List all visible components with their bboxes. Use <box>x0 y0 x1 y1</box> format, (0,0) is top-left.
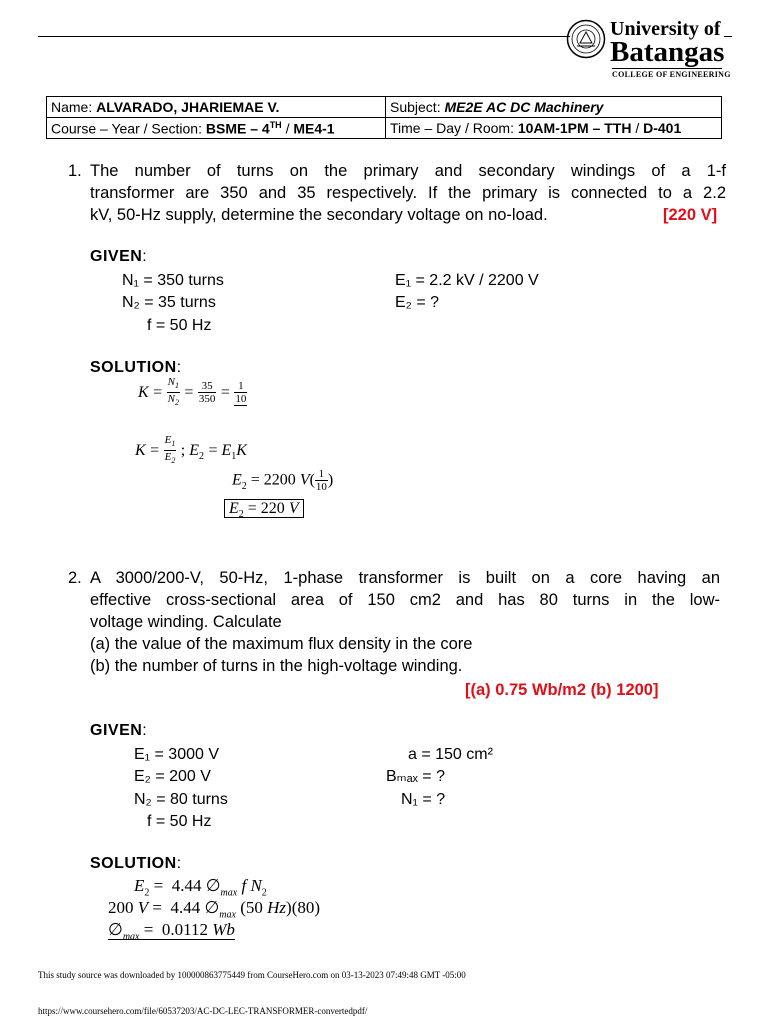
p2-eq-emf-formula: $E_2 = 4.44$ $\emptyset_{max}$ f $N_2$ <box>134 876 267 899</box>
p1-given-n1: N₁ = 350 turns <box>122 272 224 289</box>
problem2-given-heading: GIVEN: <box>90 722 148 739</box>
p2-given-bmax: Bₘₐₓ = ? <box>386 768 445 785</box>
student-info-table <box>46 96 722 139</box>
p2-given-n2: N₂ = 80 turns <box>134 791 228 808</box>
p2-given-e1: E₁ = 3000 V <box>134 746 220 763</box>
room-value: D-401 <box>643 120 682 136</box>
section-value: ME4-1 <box>293 120 335 137</box>
problem1-line3: kV, 50-Hz supply, determine the secondary voltage on no-load. <box>90 206 548 224</box>
subject-cell: Subject: ME2E AC DC Machinery <box>386 97 722 118</box>
p1-eq-k-ratio: K = $\frac{N_1}{N_2}$ = $\frac{35}{350}$ = $\frac{1}{10}$ <box>138 376 247 408</box>
p2-eq-flux-result: $\emptyset_{max} = 0.0112$ Wb <box>108 920 235 943</box>
time-cell: Time – Day / Room: 10AM-1PM – TTH / D-401 <box>386 118 722 139</box>
subject-name: ME2E AC DC Machinery <box>444 99 604 115</box>
problem1-line2: transformer are 350 and 35 respectively. If the primary is connected to a 2.2 <box>90 184 726 202</box>
university-seal-icon <box>566 19 606 59</box>
header-rule-tail <box>724 36 732 37</box>
university-name-line1: University of <box>610 18 721 40</box>
p1-eq-result-box: $E_2 = 220$ V <box>224 500 304 520</box>
p1-given-e2: E₂ = ? <box>395 294 440 311</box>
problem1-number: 1. <box>68 162 82 180</box>
problem2-number: 2. <box>68 569 82 587</box>
university-name-line2: Batangas <box>610 36 725 68</box>
problem1-answer: [220 V] <box>663 206 718 224</box>
p2-eq-emf-sub: 200 V = 4.44 $\emptyset_{max}$ (50 Hz)(80) <box>108 898 321 921</box>
student-name: ALVARADO, JHARIEMAE V. <box>96 99 280 115</box>
p2-given-e2: E₂ = 200 V <box>134 768 211 785</box>
problem2-line3: voltage winding. Calculate <box>90 613 282 631</box>
source-url[interactable]: https://www.coursehero.com/file/60537203/AC-DC-LEC-TRANSFORMER-convertedpdf/ <box>38 1006 368 1016</box>
problem2-solution-heading: SOLUTION: <box>90 855 182 872</box>
problem2-line4: (a) the value of the maximum flux density in the core <box>90 635 473 653</box>
problem2-line5: (b) the number of turns in the high-voltage winding. <box>90 657 463 675</box>
college-name: COLLEGE OF ENGINEERING <box>612 70 731 79</box>
p1-given-e1: E₁ = 2.2 kV / 2200 V <box>395 272 539 289</box>
name-cell: Name: ALVARADO, JHARIEMAE V. <box>47 97 386 118</box>
problem2-line2: effective cross-sectional area of 150 cm2 and has 80 turns in the low- <box>90 591 720 609</box>
problem2-line1: A 3000/200-V, 50-Hz, 1-phase transformer is built on a core having an <box>90 569 720 587</box>
p1-eq-e2-sub: $E_2 = 2200$ V( $\frac{1}{10}$ ) <box>232 468 334 493</box>
course-cell: Course – Year / Section: BSME – 4TH / ME4-1 <box>47 118 386 139</box>
download-source-note: This study source was downloaded by 100000863775449 from CourseHero.com on 03-13-2023 07:49:48 GMT -05:00 <box>38 970 466 980</box>
p1-given-f: f = 50 Hz <box>147 317 212 334</box>
problem1-solution-heading: SOLUTION: <box>90 359 182 376</box>
problem1-line1: The number of turns on the primary and secondary windings of a 1-f <box>90 162 726 180</box>
p1-given-n2: N₂ = 35 turns <box>122 294 216 311</box>
problem2-answer: [(a) 0.75 Wb/m2 (b) 1200] <box>465 681 659 699</box>
college-rule <box>612 68 722 69</box>
p2-given-n1: N₁ = ? <box>401 791 446 808</box>
p2-given-a: a = 150 cm² <box>408 746 493 763</box>
header-rule <box>38 36 570 37</box>
problem1-given-heading: GIVEN: <box>90 248 148 265</box>
p1-eq-k-voltage: K = $\frac{E_1}{E_2}$ ; $E_2 = E_1K$ <box>135 434 247 466</box>
p2-given-f: f = 50 Hz <box>147 813 212 830</box>
